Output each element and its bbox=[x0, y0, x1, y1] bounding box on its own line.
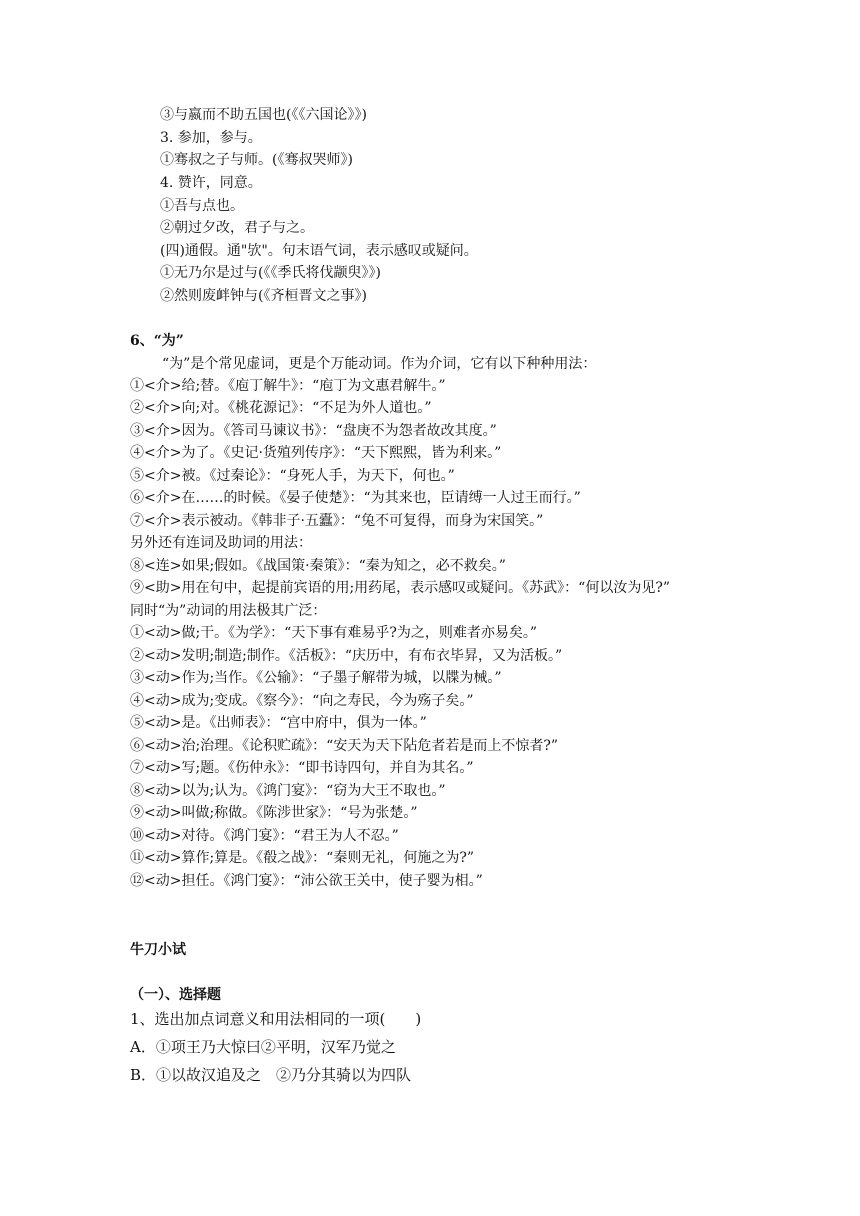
usage-line: ④<介>为了。《史记·货殖列传序》：“天下熙熙，皆为利来。” bbox=[130, 445, 502, 461]
usage-line: ⑥<介>在……的时候。《晏子使楚》：“为其来也，臣请缚一人过王而行。” bbox=[130, 490, 581, 506]
practice-title: 牛刀小试 bbox=[130, 942, 186, 958]
usage-line: ⑧<连>如果;假如。《战国策·秦策》：“秦为知之，必不救矣。” bbox=[130, 558, 506, 574]
section-heading: 6、“为” bbox=[130, 333, 184, 349]
subheading-line: 另外还有连词及助词的用法： bbox=[130, 535, 312, 551]
text-line: 4. 赞许，同意。 bbox=[160, 175, 262, 191]
text-line: 3. 参加，参与。 bbox=[160, 130, 262, 146]
usage-line: ①<动>做;干。《为学》：“天下事有难易乎?为之，则难者亦易矣。” bbox=[130, 625, 537, 641]
usage-line: ⑧<动>以为;认为。《鸿门宴》：“窃为大王不取也。” bbox=[130, 783, 446, 799]
usage-line: ②<介>向;对。《桃花源记》：“不足为外人道也。” bbox=[130, 400, 432, 416]
usage-line: ⑩<动>对待。《鸿门宴》：“君王为人不忍。” bbox=[130, 828, 399, 844]
section-intro: “为”是个常见虚词，更是个万能动词。作为介词，它有以下种种用法： bbox=[162, 356, 597, 372]
usage-line: ⑦<动>写;题。《伤仲永》：“即书诗四句，并自为其名。” bbox=[130, 760, 474, 776]
usage-line: ②<动>发明;制造;制作。《活板》：“庆历中，有布衣毕昇，又为活板。” bbox=[130, 648, 563, 664]
usage-line: ⑨<助>用在句中，起提前宾语的用;用药尾，表示感叹或疑问。《苏武》：“何以汝为见?” bbox=[130, 580, 670, 596]
usage-line: ③<介>因为。《答司马谏议书》：“盘庚不为怨者故改其度。” bbox=[130, 423, 497, 439]
usage-line: ③<动>作为;当作。《公输》：“子墨子解带为城，以牒为械。” bbox=[130, 670, 502, 686]
answer-option-a: A．①项王乃大惊曰②平明，汉军乃觉之 bbox=[130, 1038, 396, 1056]
usage-line: ④<动>成为;变成。《察今》：“向之寿民，今为殇子矣。” bbox=[130, 693, 474, 709]
text-line: (四)通假。通"欤"。句末语气词，表示感叹或疑问。 bbox=[160, 243, 478, 259]
text-line: ①骞叔之子与师。(《骞叔哭师》) bbox=[160, 152, 353, 168]
text-line: ①吾与点也。 bbox=[160, 198, 244, 214]
text-line: ③与嬴而不助五国也(《《六国论》》) bbox=[160, 107, 367, 123]
text-line: ②然则废衅钟与(《齐桓晋文之事》) bbox=[160, 288, 367, 304]
usage-line: ⑤<动>是。《出师表》：“宫中府中，俱为一体。” bbox=[130, 715, 427, 731]
usage-line: ①<介>给;替。《庖丁解牛》：“庖丁为文惠君解牛。” bbox=[130, 378, 446, 394]
usage-line: ⑪<动>算作;算是。《殽之战》：“秦则无礼，何施之为?” bbox=[130, 850, 474, 866]
subheading-line: 同时“为”动词的用法极其广泛： bbox=[130, 603, 327, 619]
text-line: ①无乃尔是过与(《《季氏将伐颛臾》》) bbox=[160, 265, 381, 281]
usage-line: ⑦<介>表示被动。《韩非子·五蠹》：“兔不可复得，而身为宋国笑。” bbox=[130, 513, 544, 529]
question-text: 1、选出加点词意义和用法相同的一项( ) bbox=[130, 1010, 422, 1028]
usage-line: ⑨<动>叫做;称做。《陈涉世家》：“号为张楚。” bbox=[130, 805, 418, 821]
practice-subtitle: （一）、选择题 bbox=[130, 987, 221, 1003]
usage-line: ⑤<介>被。《过秦论》：“身死人手，为天下，何也。” bbox=[130, 468, 455, 484]
text-line: ②朝过夕改，君子与之。 bbox=[160, 220, 314, 236]
answer-option-b: B．①以故汉追及之 ②乃分其骑以为四队 bbox=[130, 1066, 412, 1084]
usage-line: ⑥<动>治;治理。《论积贮疏》：“安天为天下阽危者若是而上不惊者?” bbox=[130, 738, 558, 754]
usage-line: ⑫<动>担任。《鸿门宴》：“沛公欲王关中，使子婴为相。” bbox=[130, 873, 483, 889]
